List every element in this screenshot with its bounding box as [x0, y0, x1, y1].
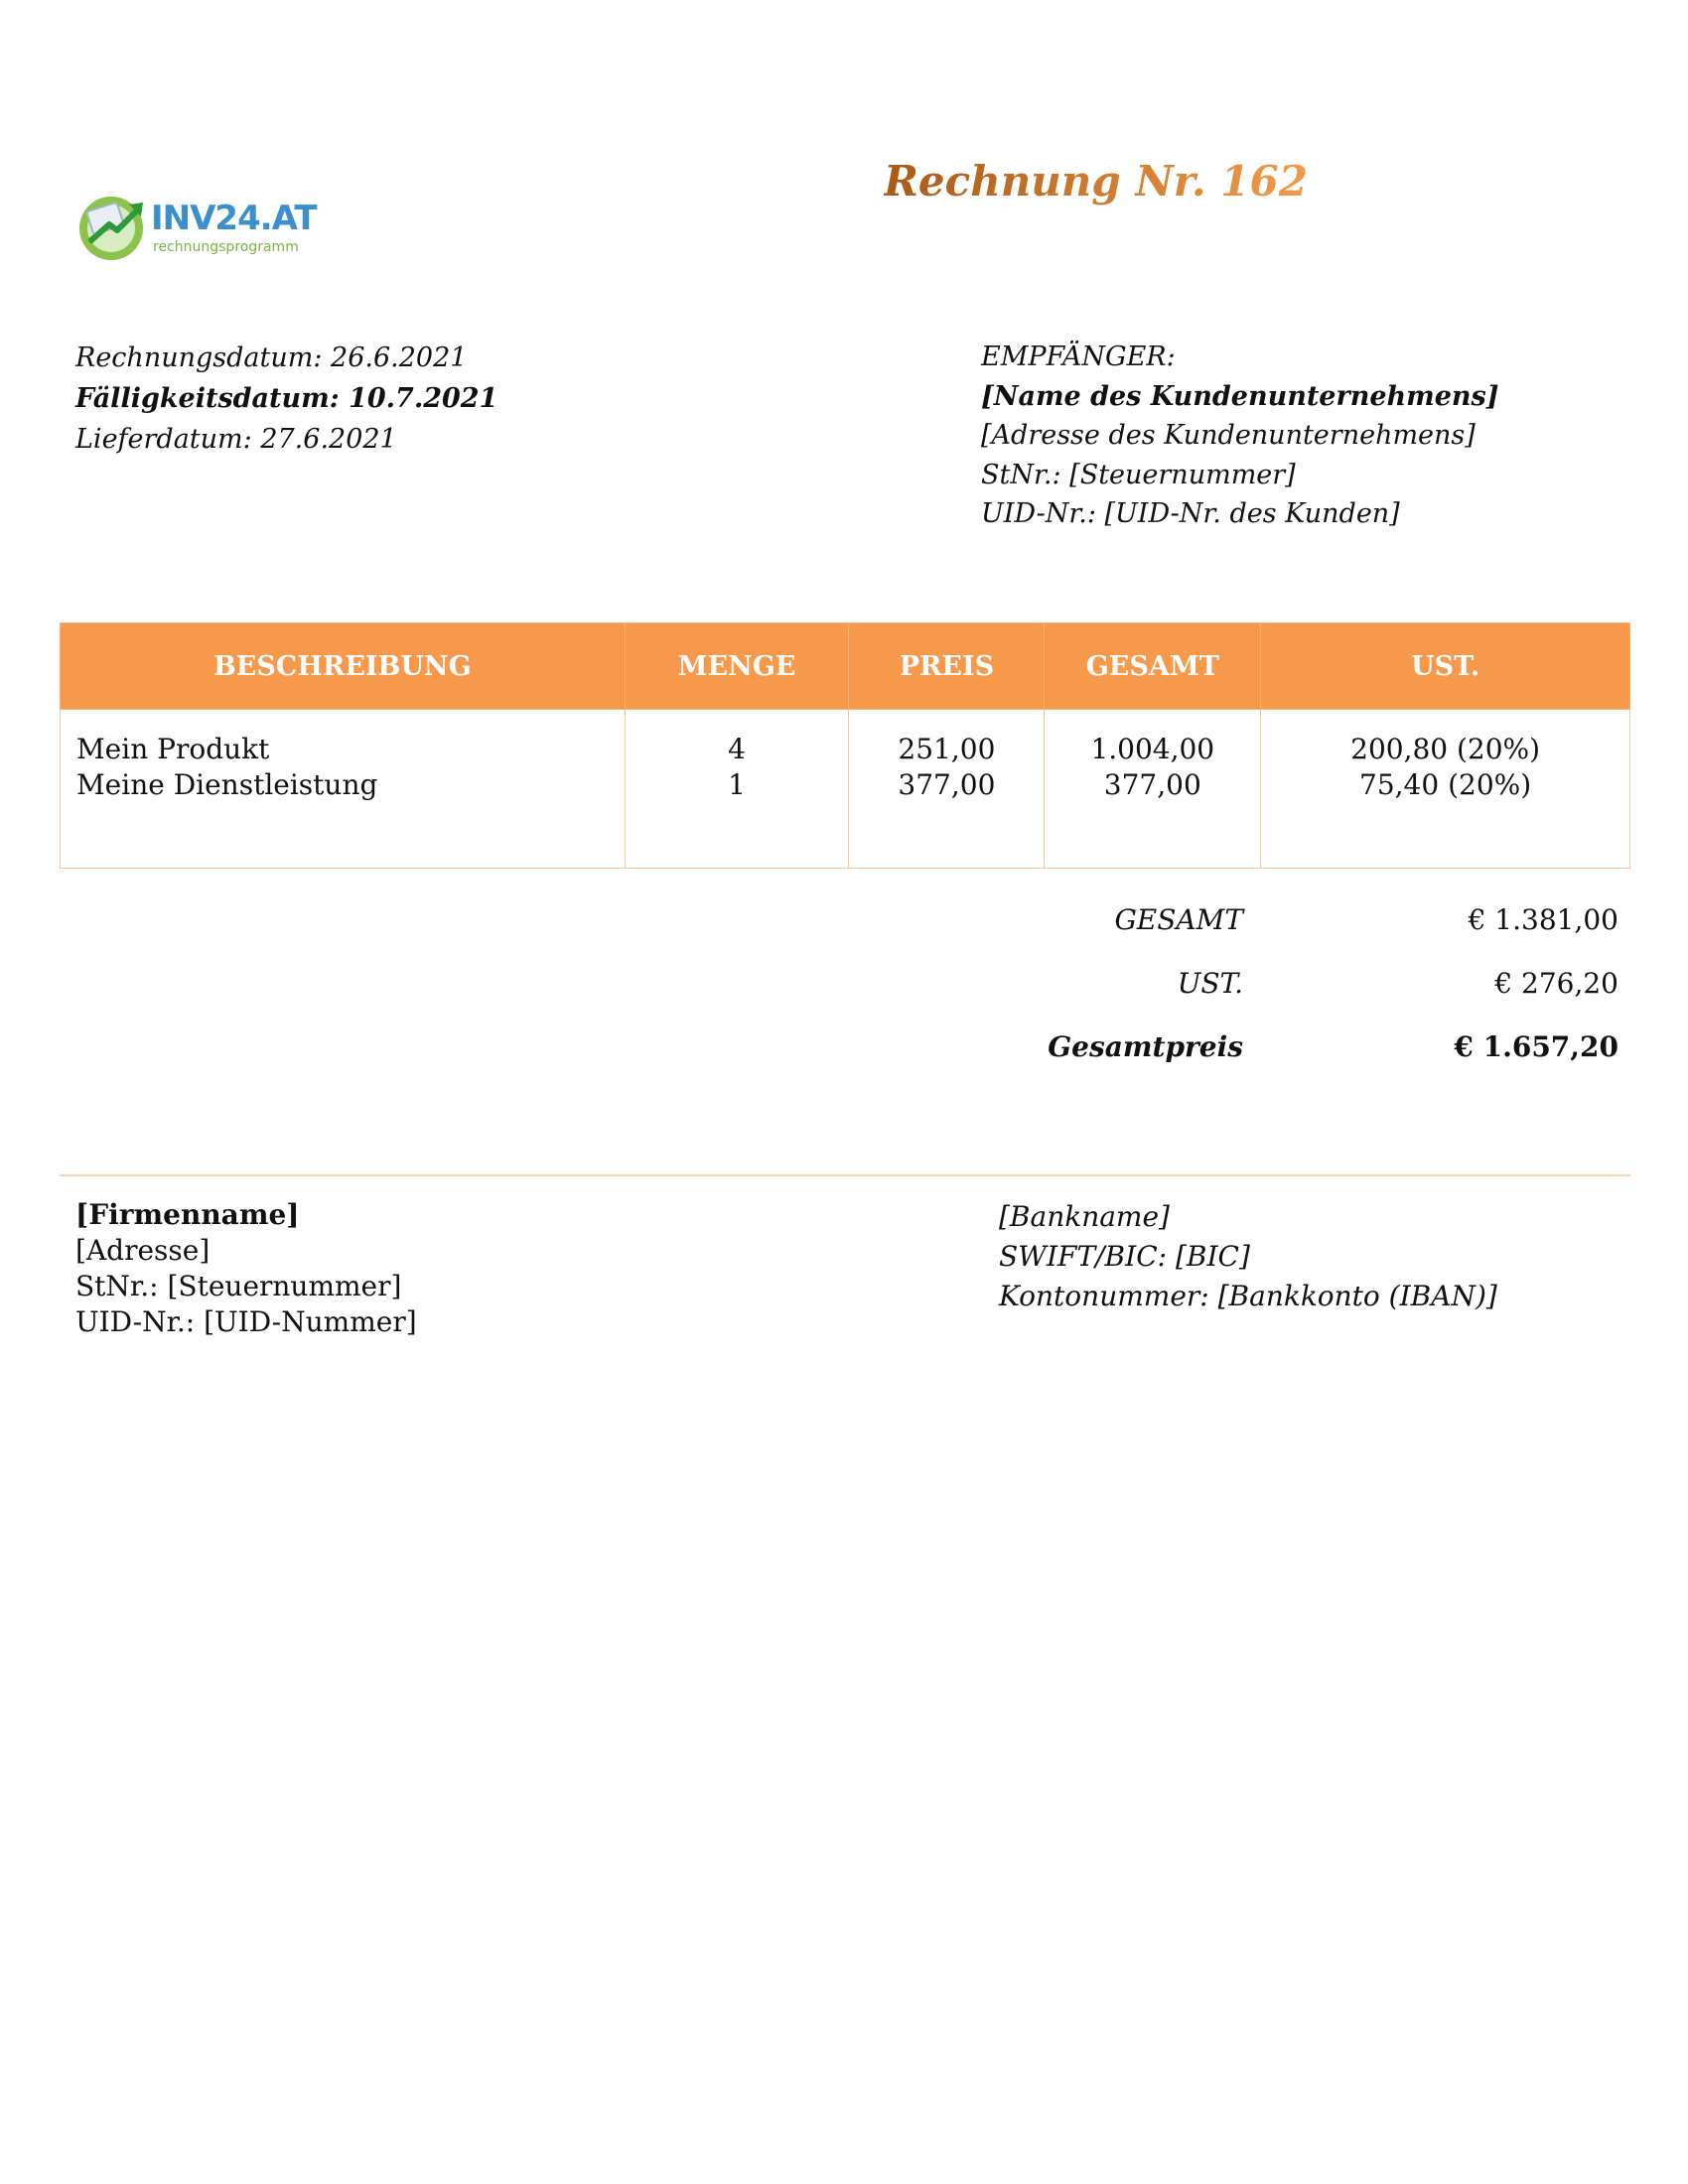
- header-vat: UST.: [1261, 623, 1630, 710]
- footer-address: [Adresse]: [75, 1234, 211, 1267]
- invoice-title: Rechnung Nr. 162: [884, 157, 1308, 205]
- grand-total-label: Gesamtpreis: [1048, 1030, 1243, 1063]
- recipient-vat-id: UID-Nr.: [UID-Nr. des Kunden]: [981, 498, 1400, 529]
- logo-subtext: rechnungsprogramm: [153, 239, 299, 255]
- quantity-cell: [625, 710, 849, 869]
- invoice-date: Rechnungsdatum: 26.6.2021: [75, 342, 468, 373]
- vat-total-label: UST.: [1177, 967, 1243, 1000]
- item-quantity: 4: [728, 733, 746, 765]
- header-description: BESCHREIBUNG: [61, 623, 626, 710]
- footer-company-block: [75, 1197, 417, 1340]
- recipient-heading: EMPFÄNGER:: [981, 341, 1176, 372]
- item-price: 251,00: [898, 733, 996, 765]
- header-quantity: MENGE: [625, 623, 849, 710]
- price-cell: [849, 710, 1045, 869]
- item-vat: 75,40 (20%): [1359, 768, 1532, 801]
- recipient-tax-number: StNr.: [Steuernummer]: [981, 459, 1296, 490]
- table-header-row: [61, 623, 1630, 710]
- invoice-dates: [75, 338, 497, 460]
- item-total: 1.004,00: [1090, 733, 1215, 765]
- description-cell: [61, 710, 626, 869]
- vat-cell: [1261, 710, 1630, 869]
- subtotal-label: GESAMT: [1114, 903, 1243, 936]
- footer-divider: [60, 1174, 1630, 1176]
- logo-icon: [75, 191, 147, 262]
- recipient-name: [Name des Kundenunternehmens]: [981, 380, 1499, 412]
- table-row: [61, 710, 1630, 869]
- total-cell: [1045, 710, 1261, 869]
- line-items-table: [60, 622, 1630, 869]
- due-date: Fälligkeitsdatum: 10.7.2021: [75, 383, 498, 414]
- recipient-block: [981, 338, 1499, 534]
- item-description: Meine Dienstleistung: [76, 768, 378, 801]
- grand-total-value: € 1.657,20: [1454, 1030, 1618, 1063]
- footer-bank-name: [Bankname]: [999, 1200, 1170, 1233]
- item-quantity: 1: [728, 768, 746, 801]
- recipient-address: [Adresse des Kundenunternehmens]: [981, 420, 1476, 451]
- header-price: PREIS: [849, 623, 1045, 710]
- subtotal-value: € 1.381,00: [1468, 903, 1618, 936]
- footer-bank-block: [999, 1197, 1497, 1316]
- footer-swift: SWIFT/BIC: [BIC]: [999, 1240, 1250, 1273]
- item-total: 377,00: [1103, 768, 1201, 801]
- footer-company-name: [Firmenname]: [75, 1198, 300, 1231]
- footer-vat-id: UID-Nr.: [UID-Nummer]: [75, 1305, 417, 1338]
- item-price: 377,00: [898, 768, 996, 801]
- logo-text: INV24.AT: [151, 199, 317, 238]
- footer-account: Kontonummer: [Bankkonto (IBAN)]: [999, 1280, 1497, 1312]
- company-logo: [75, 191, 317, 268]
- delivery-date: Lieferdatum: 27.6.2021: [75, 424, 397, 455]
- header-total: GESAMT: [1045, 623, 1261, 710]
- footer-tax-number: StNr.: [Steuernummer]: [75, 1270, 402, 1302]
- item-vat: 200,80 (20%): [1350, 733, 1541, 765]
- item-description: Mein Produkt: [76, 733, 270, 765]
- vat-total-value: € 276,20: [1494, 967, 1618, 1000]
